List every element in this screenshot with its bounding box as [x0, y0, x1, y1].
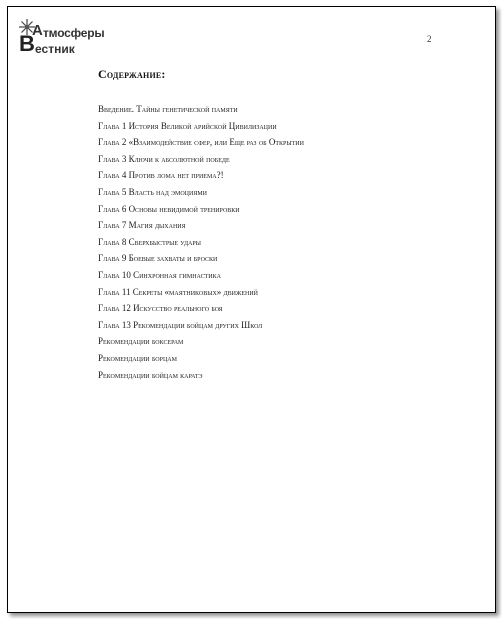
page-number: 2 — [427, 34, 432, 44]
toc-item[interactable]: Глава 10 Синхронная гимнастика — [98, 269, 221, 280]
toc-item[interactable]: Глава 11 Секреты «маятниковых» движений — [98, 286, 259, 297]
document-page — [7, 6, 496, 613]
toc-list — [98, 101, 304, 383]
vestnik-atmosfery-logo — [18, 18, 128, 58]
toc-item[interactable]: Глава 1 История Великой арийской Цивилизации — [98, 120, 277, 131]
logo-letter-a: А — [32, 22, 43, 39]
toc-item[interactable]: Глава 12 Искусство реального боя — [98, 303, 223, 314]
toc-item[interactable]: Глава 9 Боевые захваты и броски — [98, 253, 218, 264]
toc-item[interactable]: Глава 5 Власть над эмоциями — [98, 186, 208, 197]
toc-item[interactable]: Глава 2 «Взаимодействие сфер, или Еще раз об Открытии — [98, 137, 304, 148]
toc-item[interactable]: Глава 13 Рекомендации бойцам других Школ — [98, 319, 263, 330]
toc-item[interactable]: Глава 6 Основы невидимой тренировки — [98, 203, 240, 214]
toc-heading: Содержание: — [98, 67, 166, 81]
toc-item[interactable]: Глава 7 Магия дыхания — [98, 220, 186, 231]
logo-letter-v: В — [19, 31, 35, 56]
toc-item[interactable]: Рекомендации борцам — [98, 352, 177, 363]
toc-item[interactable]: Глава 3 Ключи к абсолютной победе — [98, 153, 230, 164]
logo-word-atmosfery: тмосферы — [43, 26, 105, 40]
toc-item[interactable]: Введение. Тайны генетической памяти — [98, 104, 238, 114]
toc-item[interactable]: Глава 8 Сверхбыстрые удары — [98, 236, 201, 247]
toc-item[interactable]: Глава 4 Против лома нет приема?! — [98, 170, 224, 181]
toc-item[interactable]: Рекомендации боксерам — [98, 336, 184, 347]
toc-item[interactable]: Рекомендации бойцам каратэ — [98, 369, 203, 380]
logo-word-vestnik: естник — [35, 42, 75, 56]
